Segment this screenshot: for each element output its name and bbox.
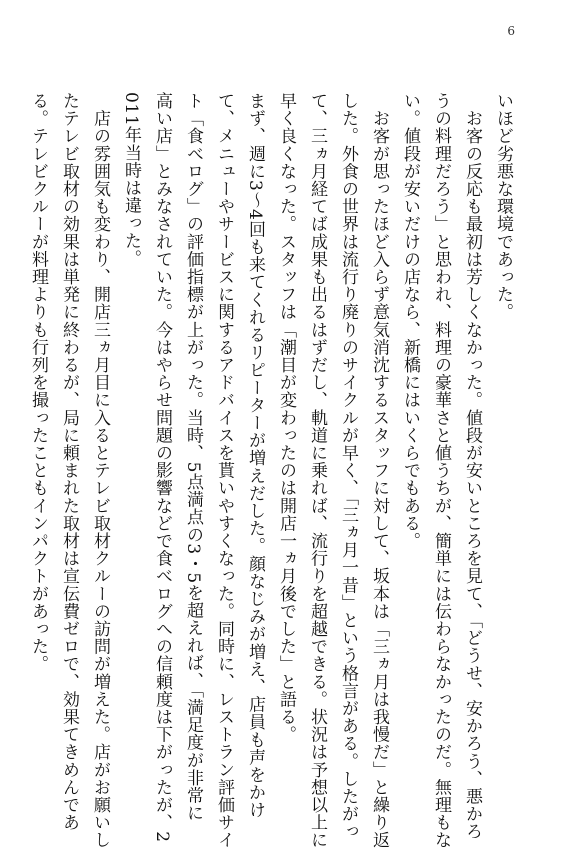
text-line: る。テレビクルーが料理よりも行列を撮ったこともインパクトがあった。 xyxy=(28,92,48,673)
text-line: て、三ヵ月経てば成果も出るはずだし、軌道に乗れば、流行りを超越できる。状況は予想以上に xyxy=(307,92,327,849)
page-number: 6 xyxy=(507,24,515,38)
text-line: お客が思ったほど入らず意気消沈するスタッフに対して、坂本は「三ヵ月は我慢だ」と繰り返 xyxy=(369,92,389,849)
text-line: て、メニューやサービスに関するアドバイスを貰いやすくなった。同時に、レストラン評価サイ xyxy=(214,92,234,849)
body-text xyxy=(28,92,518,849)
text-line: した。外食の世界は流行り廃りのサイクルが早く、「三ヵ月一昔」という格言がある。したがっ xyxy=(338,92,358,841)
text-line: い。値段が安いだけの店なら、新橋にはいくらでもある。 xyxy=(400,92,420,550)
text-line: うの料理だろう」と思われ、料理の豪華さと値うちが、簡単には伝わらなかったのだ。無理もな xyxy=(431,92,451,849)
text-line: たテレビ取材の効果は単発に終わるが、局に頼まれた取材は宣伝費ゼロで、効果てきめんであ xyxy=(59,92,79,832)
text-line: 店の雰囲気も変わり、開店三ヵ月目に入るとテレビ取材クルーの訪問が増えた。店がお願いし xyxy=(90,92,110,849)
text-line: 011年当時は違った。 xyxy=(121,92,141,268)
text-line: 高い店」とみなされていた。今はやらせ問題の影響などで食べログへの信頼度は下がったが、2 xyxy=(152,92,172,843)
text-line: お客の反応も最初は芳しくなかった。値段が安いところを見て、「どうせ、安かろう、悪かろ xyxy=(462,92,482,841)
text-line: ト「食べログ」の評価指標が上がった。当時、5点満点の3・5を超えれば、「満足度が非常に xyxy=(183,92,203,822)
text-line: いほど劣悪な環境であった。 xyxy=(493,92,513,321)
text-line: 早く良くなった。スタッフは「潮目が変わったのは開店一ヵ月後でした」と語る。 xyxy=(276,92,296,744)
text-line: まず、週に3～4回も来てくれるリピーターが増えだした。顔なじみが増え、店員も声をかけ xyxy=(245,92,265,819)
